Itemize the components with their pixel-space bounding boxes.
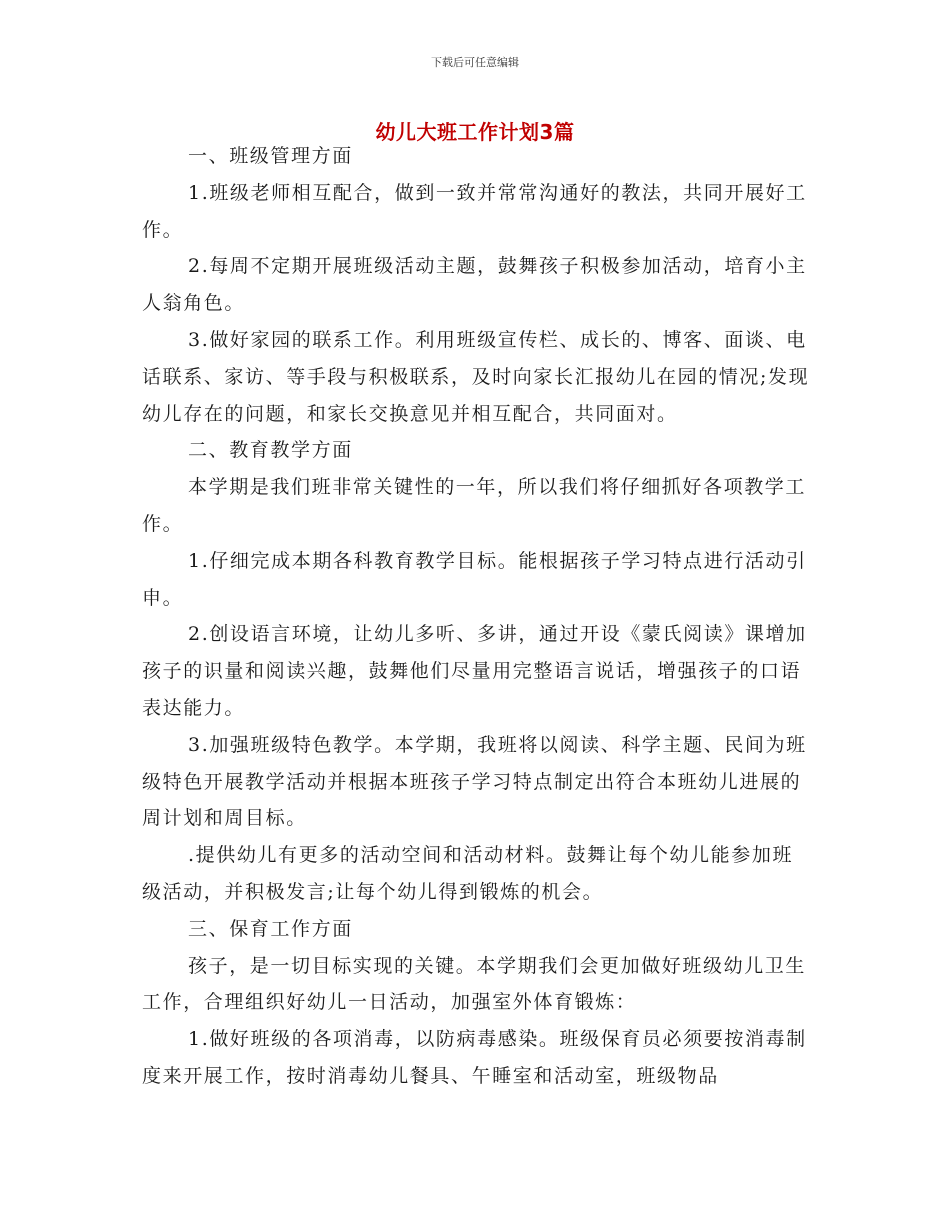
paragraph: 1.班级老师相互配合，做到一致并常常沟通好的教法，共同开展好工作。 <box>142 181 807 241</box>
paragraph: 2.每周不定期开展班级活动主题，鼓舞孩子积极参加活动，培育小主人翁角色。 <box>142 255 807 315</box>
document-body <box>142 138 810 1095</box>
paragraph: 1.做好班级的各项消毒，以防病毒感染。班级保育员必须要按消毒制度来开展工作，按时消毒幼儿餐具、午睡室和活动室，班级物品 <box>142 1028 807 1087</box>
section-heading: 二、教育教学方面 <box>188 439 353 462</box>
paragraph: 本学期是我们班非常关键性的一年，所以我们将仔细抓好各项教学工作。 <box>142 476 807 535</box>
section-heading: 三、保育工作方面 <box>188 917 353 940</box>
document-title: 幼儿大班工作计划3篇 <box>375 120 575 144</box>
paragraph: 3.做好家园的联系工作。利用班级宣传栏、成长的、博客、面谈、电话联系、家访、等手段与积极联系，及时向家长汇报幼儿在园的情况;发现幼儿存在的问题，和家长交换意见并相互配合，共同面对。 <box>142 328 810 425</box>
paragraph: .提供幼儿有更多的活动空间和活动材料。鼓舞让每个幼儿能参加班级活动，并积极发言;让每个幼儿得到锻炼的机会。 <box>142 844 794 903</box>
section-heading: 一、班级管理方面 <box>188 145 353 167</box>
paragraph: 2.创设语言环境，让幼儿多听、多讲，通过开设《蒙氏阅读》课增加孩子的识量和阅读兴趣，鼓舞他们尽量用完整语言说话，增强孩子的口语表达能力。 <box>142 623 807 719</box>
header-note: 下载后可任意编辑 <box>431 56 519 69</box>
paragraph: 1.仔细完成本期各科教育教学目标。能根据孩子学习特点进行活动引申。 <box>142 549 807 609</box>
paragraph: 孩子，是一切目标实现的关键。本学期我们会更加做好班级幼儿卫生工作，合理组织好幼儿一日活动，加强室外体育锻炼： <box>142 954 807 1014</box>
paragraph: 3.加强班级特色教学。本学期，我班将以阅读、科学主题、民间为班级特色开展教学活动并根据本班孩子学习特点制定出符合本班幼儿进展的周计划和周目标。 <box>142 733 807 830</box>
